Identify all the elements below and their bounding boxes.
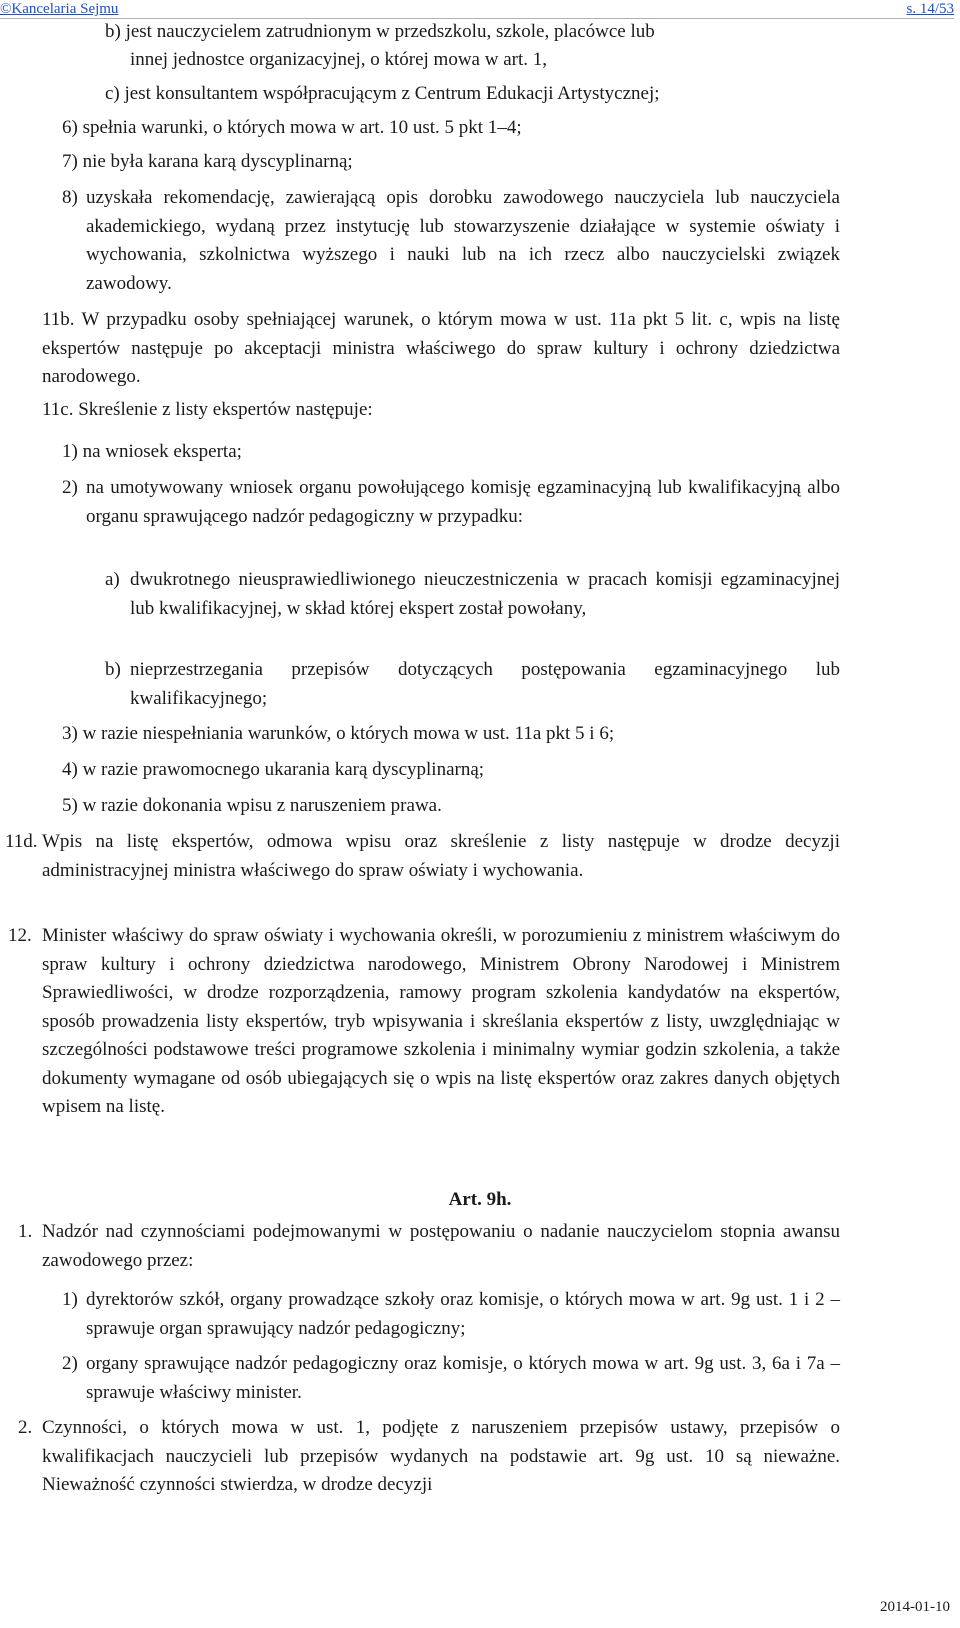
header-page-number[interactable] (906, 0, 954, 20)
footer-date: 2014-01-10 (880, 1599, 950, 1615)
ust-11c-item-2-label: 2) (62, 477, 78, 498)
art-9h-ust-1-item-2-text: organy sprawujące nadzór pedagogiczny oraz komisje, o których mowa w art. 9g ust. 3, 6a i 7a – sprawuje właściwy minister. (86, 1353, 840, 1403)
copyright-link[interactable]: ©Kancelaria Sejmu (0, 1, 119, 17)
ust-11d-label: 11d. (5, 831, 38, 852)
item-6: 6) spełnia warunki, o których mowa w art. 10 ust. 5 pkt 1–4; (62, 117, 522, 138)
ust-12-text: Minister właściwy do spraw oświaty i wychowania określi, w porozumieniu z ministrem właściwym do spraw kultury i ochrony dziedzictwa narodowego, Ministrem Obrony Narodowej i Ministrem Sprawiedliwości, w drodze rozporządzenia, ramowy program szkolenia kandydatów na ekspertów, sposób prowadzenia listy ekspertów, tryb wpisywania i skreślania ekspertów z listy, uwzględniając w szczególności podstawowe treści programowe szkolenia i minimalny wymiar godzin szkolenia, a także dokumenty wymagane od osób ubiegających się o wpis na listę ekspertów oraz zakres danych objętych wpisem na listę. (42, 925, 840, 1117)
ust-11c: 11c. Skreślenie z listy ekspertów następuje: (42, 399, 373, 420)
ust-11c-item-2b-text: nieprzestrzegania przepisów dotyczących postępowania egzaminacyjnego lub kwalifikacyjnego; (130, 659, 840, 709)
art-9h-ust-1-item-1-text: dyrektorów szkół, organy prowadzące szkoły oraz komisje, o których mowa w art. 9g ust. 1 i 2 – sprawuje organ sprawujący nadzór pedagogiczny; (86, 1289, 840, 1339)
art-9h-ust-1-label: 1. (18, 1221, 33, 1242)
ust-11c-item-4: 4) w razie prawomocnego ukarania karą dyscyplinarną; (62, 759, 485, 780)
ust-11c-item-2-text: na umotywowany wniosek organu powołującego komisję egzaminacyjną lub kwalifikacyjną albo organu sprawującego nadzór pedagogiczny w przypadku: (86, 477, 840, 527)
ust-11c-item-1: 1) na wniosek eksperta; (62, 441, 242, 462)
ust-11c-item-5: 5) w razie dokonania wpisu z naruszeniem prawa. (62, 795, 442, 816)
item-8-text: uzyskała rekomendację, zawierającą opis dorobku zawodowego nauczyciela lub nauczyciela akademickiego, wydaną przez instytucję lub stowarzyszenie działające w systemie oświaty i wychowania, szkolnictwa wyższego i nauki lub na ich rzecz albo nauczycielski związek zawodowy. (86, 187, 840, 294)
ust-11d-text: Wpis na listę ekspertów, odmowa wpisu oraz skreślenie z listy następuje w drodze decyzji administracyjnej ministra właściwego do spraw oświaty i wychowania. (42, 831, 840, 881)
page-number-link[interactable]: s. 14/53 (906, 1, 954, 17)
ust-11c-item-2a-text: dwukrotnego nieusprawiedliwionego nieuczestniczenia w pracach komisji egzaminacyjnej lub kwalifikacyjnej, w skład której ekspert został powołany, (130, 569, 840, 619)
ust-11c-item-2a-label: a) (105, 569, 120, 590)
item-b-line1: b) jest nauczycielem zatrudnionym w przedszkolu, szkole, placówce lub (105, 21, 655, 42)
item-8-label: 8) (62, 187, 78, 208)
ust-12-label: 12. (8, 925, 32, 946)
art-9h-ust-1-item-2-label: 2) (62, 1353, 78, 1374)
item-c: c) jest konsultantem współpracującym z Centrum Edukacji Artystycznej; (105, 83, 660, 104)
ust-11b: 11b. W przypadku osoby spełniającej warunek, o którym mowa w ust. 11a pkt 5 lit. c, wpis na listę ekspertów następuje po akceptacji ministra właściwego do spraw kultury i ochrony dziedzictwa narodowego. (42, 309, 840, 387)
item-b-line2: innej jednostce organizacyjnej, o której mowa w art. 1, (130, 49, 547, 70)
art-9h-ust-2-text: Czynności, o których mowa w ust. 1, podjęte z naruszeniem przepisów ustawy, przepisów o kwalifikacjach nauczycieli lub przepisów wydanych na podstawie art. 9g ust. 10 są nieważne. Nieważność czynności stwierdza, w drodze decyzji (42, 1417, 840, 1495)
art-9h-ust-1-item-1-label: 1) (62, 1289, 78, 1310)
article-title: Art. 9h. (448, 1189, 512, 1210)
header-copyright[interactable] (0, 0, 118, 20)
art-9h-ust-2-label: 2. (18, 1417, 33, 1438)
ust-11c-item-3: 3) w razie niespełniania warunków, o których mowa w ust. 11a pkt 5 i 6; (62, 723, 615, 744)
art-9h-ust-1-text: Nadzór nad czynnościami podejmowanymi w postępowaniu o nadanie nauczycielom stopnia awansu zawodowego przez: (42, 1221, 840, 1271)
item-7: 7) nie była karana karą dyscyplinarną; (62, 151, 353, 172)
ust-11c-item-2b-label: b) (105, 659, 121, 680)
